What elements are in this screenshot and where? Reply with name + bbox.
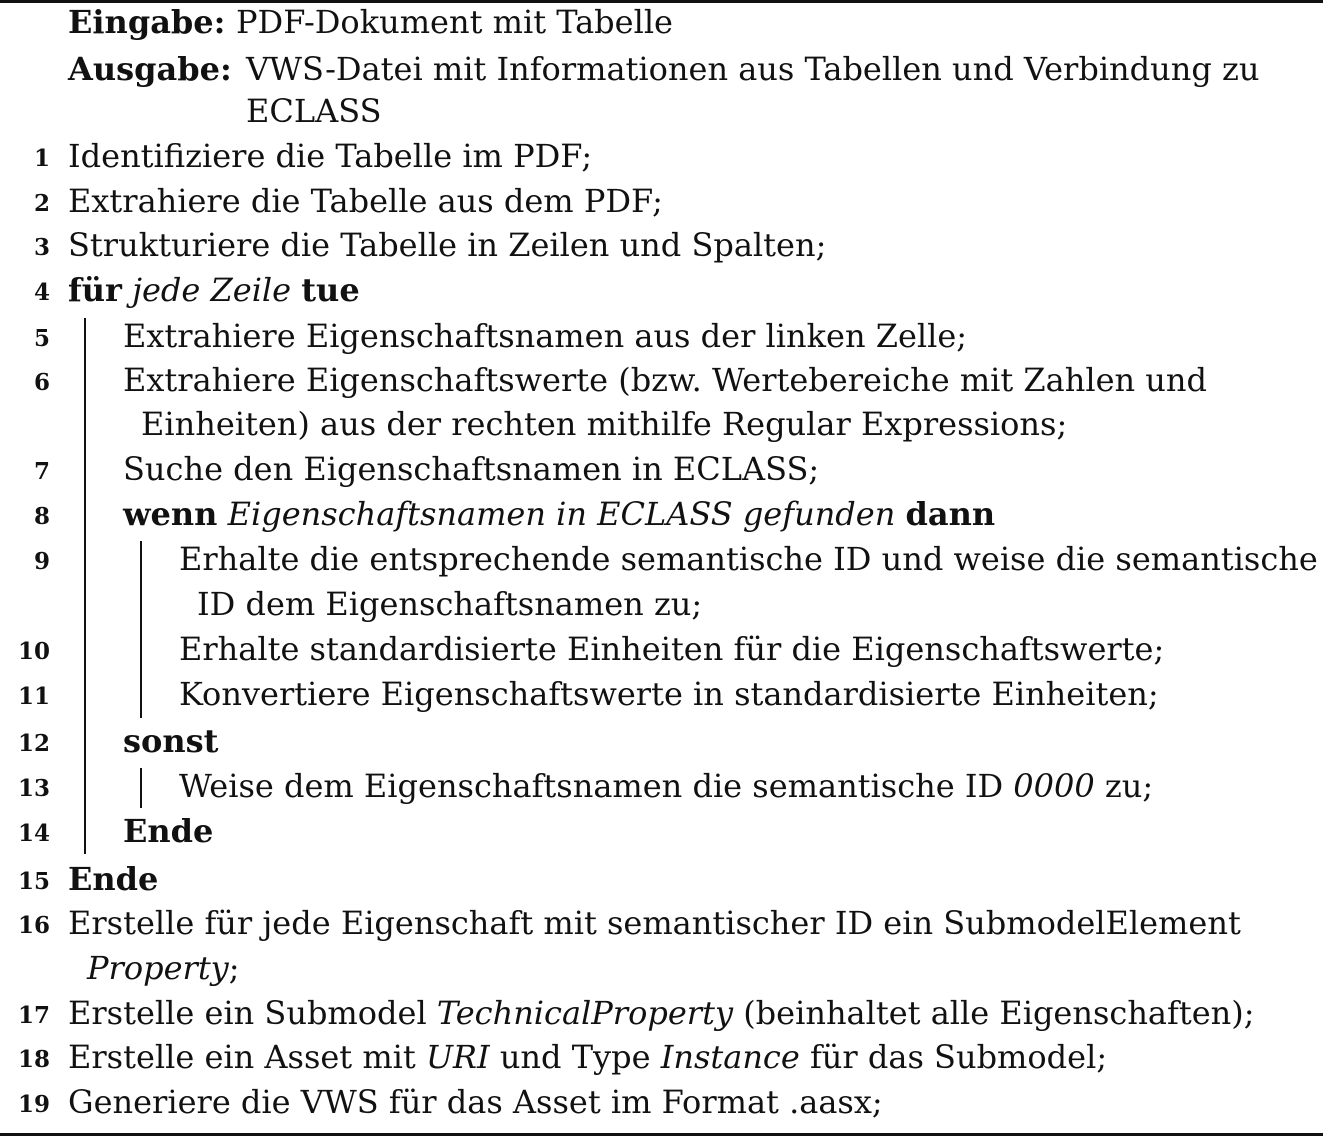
line-number: 13 — [17, 775, 50, 802]
statement-text-continued — [87, 949, 240, 987]
line-number: 2 — [33, 190, 50, 217]
statement-text — [179, 767, 1154, 805]
input-text: PDF-Dokument mit Tabelle — [236, 3, 673, 41]
statement-italic: Property — [87, 949, 229, 987]
line-number: 16 — [17, 912, 50, 939]
statement-text: Generiere die VWS für das Asset im Format .aasx; — [68, 1083, 883, 1121]
loop-condition: jede Zeile — [132, 271, 292, 309]
line-number: 3 — [33, 234, 50, 261]
output-text: VWS-Datei mit Informationen aus Tabellen und Verbindung zu — [246, 50, 1260, 88]
keyword-wenn: wenn — [123, 495, 218, 533]
line-number: 11 — [17, 683, 50, 710]
statement-text: Suche den Eigenschaftsnamen in ECLASS; — [123, 450, 820, 488]
statement-text: Extrahiere die Tabelle aus dem PDF; — [68, 182, 663, 220]
output-label: Ausgabe: — [68, 50, 232, 88]
statement-text: Erhalte standardisierte Einheiten für die Eigenschaftswerte; — [179, 630, 1165, 668]
statement-post: (beinhaltet alle Eigenschaften); — [743, 994, 1255, 1032]
statement-text: Extrahiere Eigenschaftsnamen aus der linken Zelle; — [123, 317, 968, 355]
line-number: 8 — [33, 503, 50, 530]
output-text-continued: ECLASS — [246, 92, 382, 130]
statement-text — [68, 1038, 1108, 1076]
statement-mid: und Type — [499, 1038, 651, 1076]
statement-post: für das Submodel; — [809, 1038, 1108, 1076]
keyword-fuer: für — [68, 271, 122, 309]
statement-pre: Erstelle ein Submodel — [68, 994, 427, 1032]
statement-text: Extrahiere Eigenschaftswerte (bzw. Wertebereiche mit Zahlen und — [123, 361, 1207, 399]
line-number: 1 — [33, 145, 50, 172]
bottom-rule — [0, 1133, 1323, 1136]
line-number: 12 — [17, 730, 50, 757]
line-number: 6 — [33, 369, 50, 396]
then-block-bar — [140, 541, 142, 718]
line-number: 7 — [33, 458, 50, 485]
statement-text: Erstelle für jede Eigenschaft mit semantischer ID ein SubmodelElement — [68, 904, 1241, 942]
loop-block-bar — [84, 318, 86, 854]
statement-post: ; — [228, 949, 240, 987]
statement-post: zu; — [1104, 767, 1154, 805]
statement-italic: 0000 — [1013, 767, 1095, 805]
keyword-ende: Ende — [68, 860, 159, 898]
line-number: 19 — [17, 1091, 50, 1118]
line-number: 15 — [17, 868, 50, 895]
statement-italic: URI — [425, 1038, 490, 1076]
statement-text — [68, 994, 1255, 1032]
statement-text: Erhalte die entsprechende semantische ID und weise die semantische — [179, 540, 1318, 578]
keyword-sonst: sonst — [123, 722, 219, 760]
statement-text-continued: ID dem Eigenschaftsnamen zu; — [197, 585, 703, 623]
statement-italic: TechnicalProperty — [436, 994, 734, 1032]
keyword-tue: tue — [301, 271, 360, 309]
line-number: 18 — [17, 1046, 50, 1073]
statement-text: Identifiziere die Tabelle im PDF; — [68, 137, 593, 175]
if-header — [123, 495, 996, 533]
statement-italic-2: Instance — [660, 1038, 800, 1076]
statement-pre: Erstelle ein Asset mit — [68, 1038, 416, 1076]
else-block-bar — [140, 768, 142, 808]
line-number: 4 — [33, 279, 50, 306]
line-number: 14 — [17, 820, 50, 847]
keyword-ende: Ende — [123, 812, 214, 850]
keyword-dann: dann — [905, 495, 996, 533]
statement-text: Konvertiere Eigenschaftswerte in standardisierte Einheiten; — [179, 675, 1159, 713]
line-number: 10 — [17, 638, 50, 665]
statement-text-continued: Einheiten) aus der rechten mithilfe Regular Expressions; — [141, 405, 1068, 443]
input-label: Eingabe: — [68, 3, 226, 41]
if-condition: Eigenschaftsnamen in ECLASS gefunden — [227, 495, 896, 533]
statement-pre: Weise dem Eigenschaftsnamen die semantische ID — [179, 767, 1004, 805]
line-number: 17 — [17, 1002, 50, 1029]
loop-header — [68, 271, 360, 309]
statement-text: Strukturiere die Tabelle in Zeilen und Spalten; — [68, 226, 827, 264]
line-number: 5 — [33, 325, 50, 352]
line-number: 9 — [33, 548, 50, 575]
